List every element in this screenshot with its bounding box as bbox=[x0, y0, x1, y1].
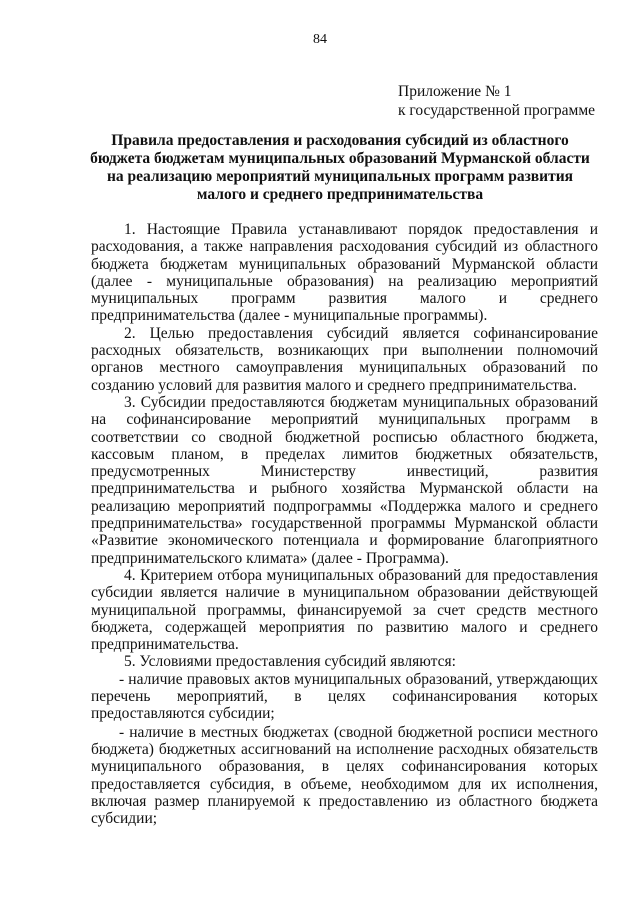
paragraph-3: 3. Субсидии предоставляются бюджетам муниципальных образований на софинансирование мероприятий муниципальных программ в соответствии со сводной бюджетной росписью областного бюджета, кассовым планом, в пределах лимитов бюджетных обязательств, предусмотренных Министерству инвестиций, развития предпринимательства и рыбного хозяйства Мурманской области на реализацию мероприятий подпрограммы «Поддержка малого и среднего предпринимательства» государственной программы Мурманской области «Развитие экономического потенциала и формирование благоприятного предпринимательского климата» (далее - Программа). bbox=[91, 393, 598, 567]
bullet-item-2: - наличие в местных бюджетах (сводной бюджетной росписи местного бюджета) бюджетных ассигнований на исполнение расходных обязательств муниципального образования, в целях софинансирования которых предоставляется субсидия, в объеме, необходимом для их исполнения, включая размер планируемой к предоставлению из областного бюджета субсидии; bbox=[91, 723, 598, 828]
page-number: 84 bbox=[313, 32, 327, 47]
title-line-3: на реализацию мероприятий муниципальных программ развития bbox=[106, 168, 574, 185]
paragraph-4: 4. Критерием отбора муниципальных образований для предоставления субсидии является наличие в муниципальном образовании действующей муниципальной программы, финансируемой за счет средств местного бюджета, содержащей мероприятия по развитию малого и среднего предпринимательства. bbox=[91, 566, 598, 654]
paragraph-5: 5. Условиями предоставления субсидий являются: bbox=[124, 653, 456, 671]
title-line-4: малого и среднего предпринимательства bbox=[196, 186, 484, 203]
appendix-note bbox=[398, 82, 618, 120]
document-title bbox=[80, 132, 600, 204]
appendix-line-1: Приложение № 1 bbox=[398, 83, 512, 100]
title-line-2: бюджета бюджетам муниципальных образований Мурманской области bbox=[90, 150, 590, 167]
appendix-line-2: к государственной программе bbox=[398, 102, 596, 119]
bullet-item-1: - наличие правовых актов муниципальных образований, утверждающих перечень мероприятий, в целях софинансирования которых предоставляются субсидии; bbox=[91, 670, 598, 723]
document-body bbox=[91, 221, 598, 827]
paragraph-1: 1. Настоящие Правила устанавливают порядок предоставления и расходования, а также направления расходования субсидий из областного бюджета бюджетам муниципальных образований Мурманской области (далее - муниципальные образования) на реализацию мероприятий муниципальных программ развития малого и среднего предпринимательства (далее - муниципальные программы). bbox=[91, 221, 598, 325]
paragraph-2: 2. Целью предоставления субсидий является софинансирование расходных обязательств, возникающих при выполнении полномочий органов местного самоуправления муниципальных образований по созданию условий для развития малого и среднего предпринимательства. bbox=[91, 324, 598, 394]
title-line-1: Правила предоставления и расходования субсидий из областного bbox=[111, 132, 569, 149]
